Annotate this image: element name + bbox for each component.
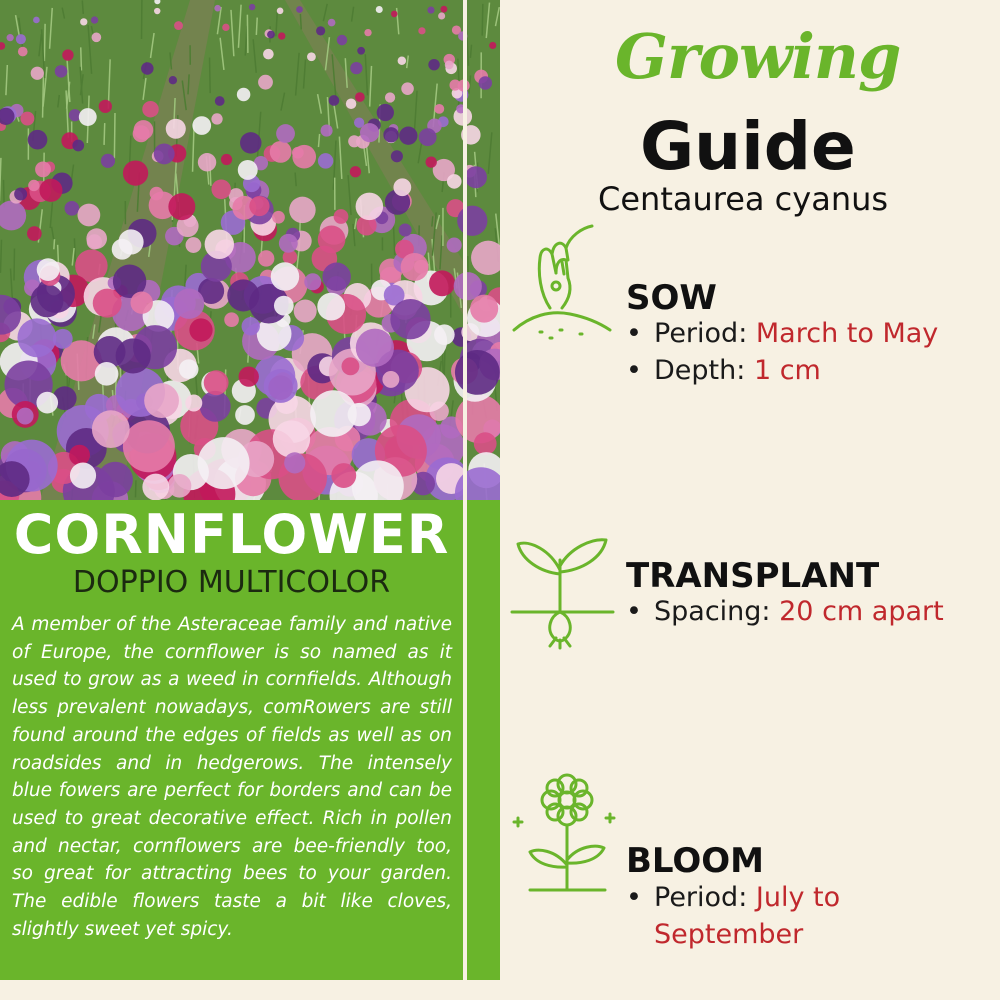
bloom-period <box>626 882 840 913</box>
bloom-period-continuation <box>654 919 803 950</box>
cornflower-field-photo <box>0 0 500 500</box>
hand-planting-seed-icon <box>510 218 615 343</box>
bloom-period-value-line2: September <box>654 919 804 950</box>
bullet: • <box>626 355 642 386</box>
vertical-divider <box>463 0 467 1000</box>
sow-depth-label: Depth: <box>654 355 746 386</box>
sow-period-label: Period: <box>654 318 748 349</box>
bullet: • <box>626 596 642 627</box>
flower-field-image <box>0 0 500 500</box>
product-name: CORNFLOWER <box>13 503 450 566</box>
species-name: Centaurea cyanus <box>598 180 889 218</box>
bloom-title: BLOOM <box>626 841 765 881</box>
bloom-period-label: Period: <box>654 882 748 913</box>
seedling-icon <box>510 530 615 650</box>
sow-title: SOW <box>626 278 717 318</box>
guide-heading-script: Growing <box>615 20 901 93</box>
product-variety: DOPPIO MULTICOLOR <box>72 565 391 600</box>
transplant-spacing-value: 20 cm apart <box>779 596 944 627</box>
sow-period <box>626 318 938 349</box>
guide-heading-bold: Guide <box>640 108 856 185</box>
transplant-spacing-label: Spacing: <box>654 596 771 627</box>
sow-depth-value: 1 cm <box>753 355 821 386</box>
bullet: • <box>626 318 642 349</box>
bloom-period-value-line1: July to <box>755 882 841 913</box>
flower-icon <box>510 770 620 905</box>
product-description: A member of the Asteraceae family and native of Europe, the cornflower is so named as it used to grow as a weed in cornfields. Although less prevalent nowadays, comRowers are still found around the edges of fields as well as on roadsides and in hedgerows. The intensely blue fowers are perfect for borders and can be used to great decorative effect. Rich in pollen and nectar, cornflowers are bee-friendly too, so great for attracting bees to your garden. The edible flowers taste a bit like cloves, slightly sweet yet spicy. <box>12 614 452 940</box>
transplant-title: TRANSPLANT <box>626 556 880 596</box>
transplant-spacing <box>626 596 944 627</box>
bullet: • <box>626 882 642 913</box>
sow-period-value: March to May <box>755 318 939 349</box>
sow-depth <box>626 355 821 386</box>
